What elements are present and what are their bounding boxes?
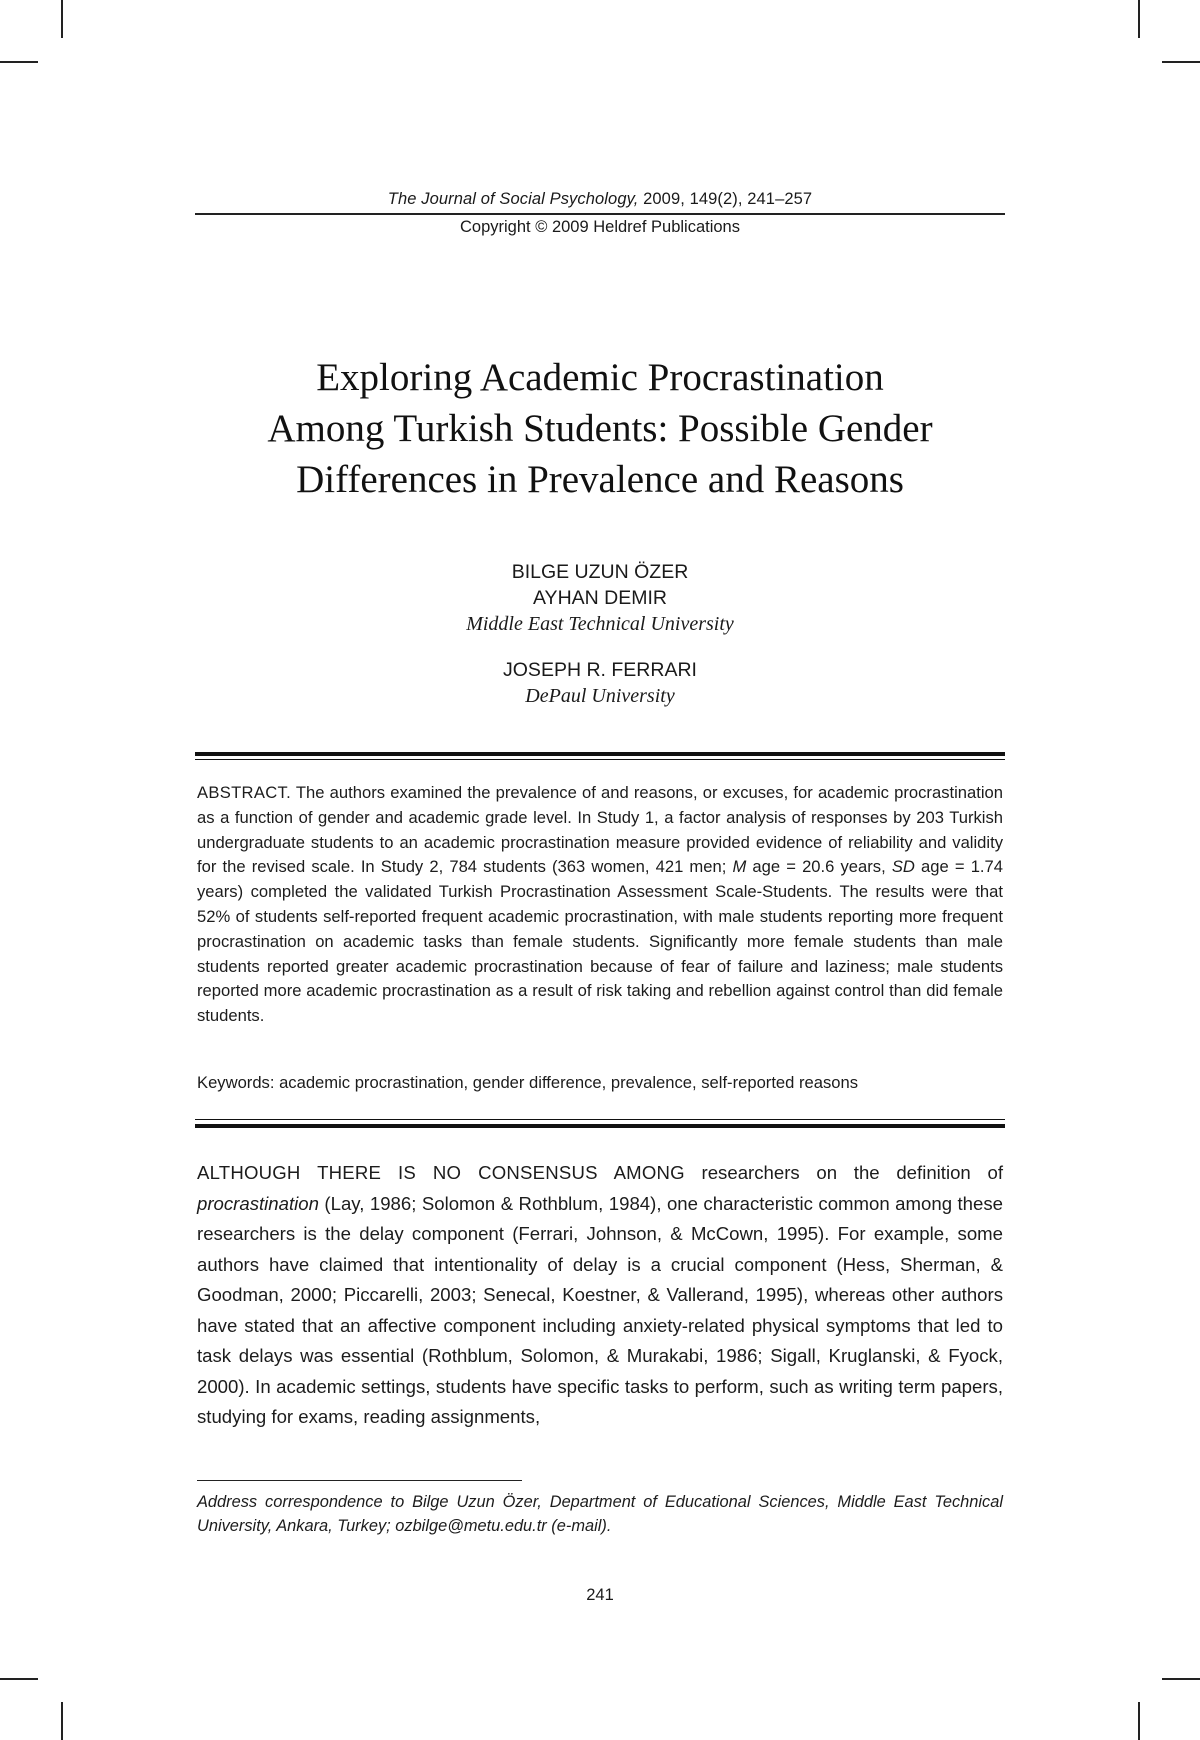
crop-mark-top-left-v [61, 0, 63, 38]
abstract-mean-symbol: M [732, 857, 747, 877]
author-affiliation: DePaul University [525, 685, 675, 707]
body-italic-term: procrastination [197, 1192, 319, 1214]
abstract-text: age = 1.74 years) completed the validated Turkish Procrastination Assessment Scale-Students. The results were that 52% of students self-reported frequent academic procrastination, with male students reporting more frequent procrastination on academic tasks than female students. Significantly more female students than male students reported greater academic procrastination because of fear of failure and laziness; male students reported more academic procrastination as a result of risk taking and rebellion against control than did female students. [197, 857, 1003, 1026]
title-line: Differences in Prevalence and Reasons [296, 458, 904, 501]
title-line: Among Turkish Students: Possible Gender [267, 407, 933, 450]
body-text: (Lay, 1986; Solomon & Rothblum, 1984), one characteristic common among these researchers is the delay component (Ferrari, Johnson, & McCown, 1995). For example, some authors have claimed that intentionality of delay is a crucial component (Hess, Sherman, & Goodman, 2000; Piccarelli, 2003; Senecal, Koestner, & Vallerand, 1995), whereas other authors have stated that an affective component including anxiety-related physical symptoms that led to task delays was essential (Rothblum, Solomon, & Murakabi, 1986; Sigall, Kruglanski, & Fyock, 2000). In academic settings, students have specific tasks to perform, such as writing term papers, studying for exams, reading assignments, [197, 1192, 1003, 1427]
footnote-divider [197, 1480, 522, 1481]
crop-mark-bottom-left-h [0, 1678, 38, 1680]
crop-mark-top-right-v [1138, 0, 1140, 38]
crop-mark-top-right-h [1162, 61, 1200, 63]
page-number: 241 [586, 1586, 614, 1604]
body-paragraph [197, 1158, 1003, 1433]
keywords: Keywords: academic procrastination, gender difference, prevalence, self-reported reasons [197, 1073, 859, 1092]
copyright-notice: Copyright © 2009 Heldref Publications [460, 218, 740, 236]
body-text: researchers on the definition of [684, 1162, 1003, 1183]
abstract-top-rule-thin [195, 759, 1005, 760]
author-affiliation: Middle East Technical University [466, 613, 734, 635]
journal-name: The Journal of Social Psychology, [387, 190, 639, 208]
correspondence-footnote: Address correspondence to Bilge Uzun Özer, Department of Educational Sciences, Middle East Technical University, Ankara, Turkey; ozbilge@metu.edu.tr (e-mail). [197, 1493, 1003, 1535]
abstract-text: age = 20.6 years, [746, 857, 892, 877]
author-name: BILGE UZUN ÖZER [511, 561, 689, 583]
abstract-text: The authors examined the prevalence of and reasons, or excuses, for academic procrastination as a function of gender and academic grade level. In Study 1, a factor analysis of responses by 203 Turkish undergraduate students to an academic procrastination measure provided evidence of reliability and validity for the revised scale. In Study 2, 784 students (363 women, 421 men; [197, 783, 1003, 877]
author-name: JOSEPH R. FERRARI [503, 659, 697, 681]
abstract-sd-symbol: SD [891, 857, 915, 877]
crop-mark-bottom-right-h [1162, 1678, 1200, 1680]
abstract-top-rule-thick [195, 752, 1005, 756]
author-block [0, 559, 1200, 709]
journal-issue: 2009, 149(2), 241–257 [643, 190, 813, 208]
abstract [197, 781, 1003, 1029]
article-title [150, 352, 1050, 505]
body-lead-in: ALTHOUGH THERE IS NO CONSENSUS AMONG [197, 1162, 685, 1183]
crop-mark-bottom-left-v [61, 1702, 63, 1740]
abstract-bottom-rule-thin [195, 1119, 1005, 1120]
crop-mark-bottom-right-v [1138, 1702, 1140, 1740]
crop-mark-top-left-h [0, 61, 38, 63]
title-line: Exploring Academic Procrastination [316, 356, 884, 399]
abstract-bottom-rule-thick [195, 1124, 1005, 1128]
header-divider [195, 213, 1005, 215]
abstract-label: ABSTRACT. [197, 783, 291, 802]
journal-citation [0, 190, 1200, 209]
author-name: AYHAN DEMIR [533, 587, 667, 609]
